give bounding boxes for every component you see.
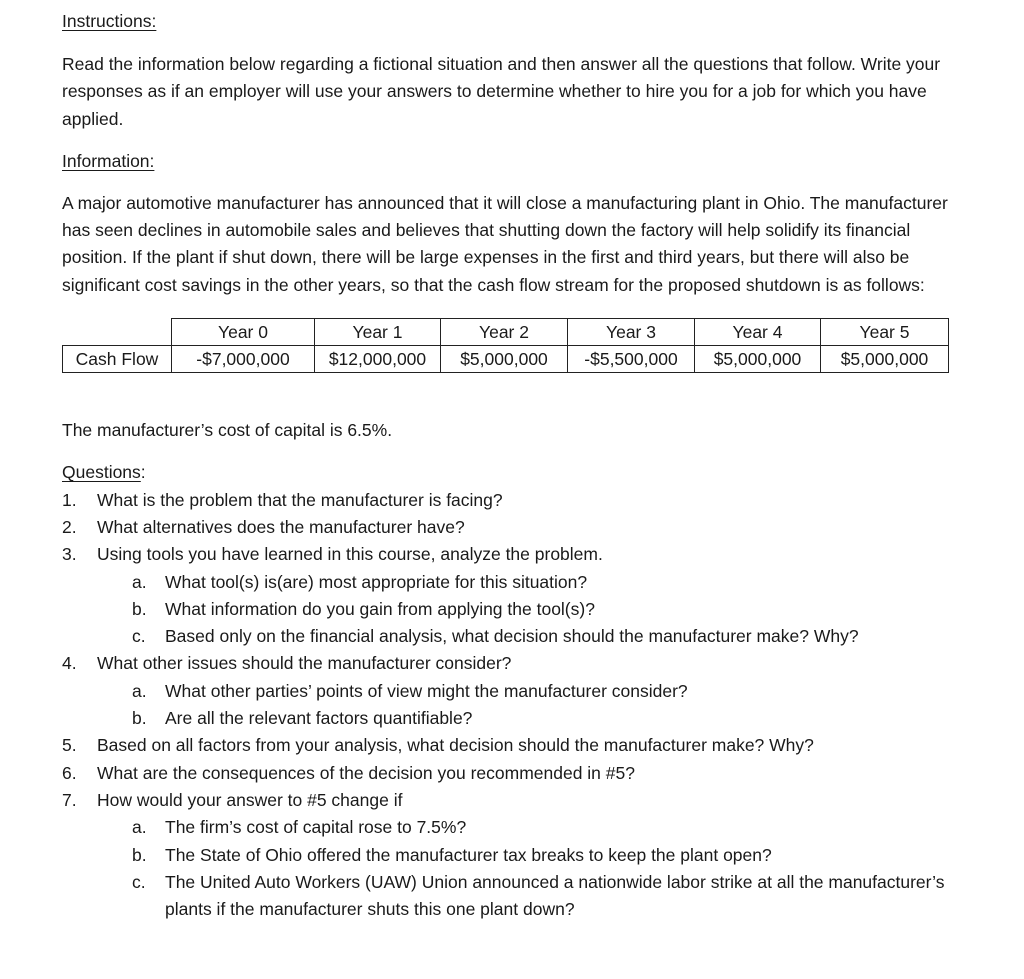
cost-of-capital-text: The manufacturer’s cost of capital is 6.5%.: [62, 420, 393, 441]
cash-flow-value: -$7,000,000: [172, 346, 315, 373]
year-header: Year 1: [315, 319, 441, 346]
sub-question-item: [62, 869, 962, 924]
cash-flow-value: -$5,500,000: [568, 346, 695, 373]
instructions-heading: Instructions:: [62, 11, 157, 31]
sub-question-letter: a.: [132, 817, 147, 838]
information-text: A major automotive manufacturer has announced that it will close a manufacturing plant in Ohio. The manufacturer has seen declines in automobile sales and believes that shutting down the factory will help solidify its financial position. If the plant if shut down, there will be large expenses in the first and third years, but there will also be significant cost savings in the other years, so that the cash flow stream for the proposed shutdown is as follows:: [62, 192, 948, 295]
information-heading: Information:: [62, 150, 155, 171]
year-header: Year 3: [568, 319, 695, 346]
sub-question-letter: c.: [132, 626, 146, 647]
question-text: What is the problem that the manufacturer is facing?: [97, 489, 503, 510]
question-item: [62, 650, 962, 677]
year-header: Year 4: [695, 319, 821, 346]
cash-flow-value: $5,000,000: [821, 346, 949, 373]
question-number: 6.: [62, 762, 77, 783]
question-item: [62, 732, 962, 759]
question-item: [62, 514, 962, 541]
question-number: 1.: [62, 489, 77, 510]
sub-question-item: [62, 814, 962, 841]
sub-question-text: What other parties’ points of view might the manufacturer consider?: [165, 680, 688, 701]
cash-flow-value: $5,000,000: [441, 346, 568, 373]
sub-question-letter: b.: [132, 844, 147, 865]
question-item: [62, 487, 962, 514]
table-corner-cell: [63, 319, 172, 346]
sub-question-item: [62, 842, 962, 869]
cash-flow-table: [62, 318, 949, 373]
sub-question-letter: b.: [132, 708, 147, 729]
sub-question-letter: a.: [132, 571, 147, 592]
questions-heading-colon: :: [140, 462, 146, 483]
question-number: 2.: [62, 516, 77, 537]
question-text: What other issues should the manufacturer consider?: [97, 653, 512, 674]
sub-question-letter: a.: [132, 680, 147, 701]
sub-question-text: Are all the relevant factors quantifiable?: [165, 708, 473, 729]
sub-question-text: What information do you gain from applying the tool(s)?: [165, 598, 595, 619]
question-item: [62, 541, 962, 568]
table-header-row: [63, 319, 949, 346]
sub-question-item: [62, 596, 962, 623]
cash-flow-row: [63, 346, 949, 373]
sub-question-item: [62, 623, 962, 650]
cash-flow-value: $12,000,000: [315, 346, 441, 373]
year-header: Year 5: [821, 319, 949, 346]
question-item: [62, 787, 962, 814]
question-number: 5.: [62, 735, 77, 756]
sub-question-letter: c.: [132, 871, 146, 892]
sub-question-item: [62, 569, 962, 596]
question-text: Using tools you have learned in this course, analyze the problem.: [97, 544, 603, 565]
document-page: [62, 8, 962, 923]
cash-flow-value: $5,000,000: [695, 346, 821, 373]
question-text: How would your answer to #5 change if: [97, 789, 403, 810]
question-number: 7.: [62, 789, 77, 810]
question-number: 4.: [62, 653, 77, 674]
question-text: Based on all factors from your analysis, what decision should the manufacturer make? Why?: [97, 735, 814, 756]
sub-question-text: The firm’s cost of capital rose to 7.5%?: [165, 817, 467, 838]
question-item: [62, 760, 962, 787]
questions-heading: Questions: [62, 462, 141, 483]
sub-question-item: [62, 705, 962, 732]
year-header: Year 2: [441, 319, 568, 346]
sub-question-letter: b.: [132, 598, 147, 619]
sub-question-text: Based only on the financial analysis, what decision should the manufacturer make? Why?: [165, 626, 859, 647]
sub-question-text: The United Auto Workers (UAW) Union announced a nationwide labor strike at all the manufacturer’s plants if the manufacturer shuts this one plant down?: [165, 871, 945, 920]
sub-question-text: What tool(s) is(are) most appropriate for this situation?: [165, 571, 588, 592]
instructions-text: Read the information below regarding a fictional situation and then answer all the questions that follow. Write your responses as if an employer will use your answers to determine whether to hire you for a job for which you have applied.: [62, 54, 941, 129]
sub-question-item: [62, 678, 962, 705]
row-label: Cash Flow: [63, 346, 172, 373]
questions-heading-line: [62, 459, 962, 486]
question-text: What are the consequences of the decision you recommended in #5?: [97, 762, 635, 783]
question-number: 3.: [62, 544, 77, 565]
question-text: What alternatives does the manufacturer have?: [97, 516, 465, 537]
questions-list: [62, 487, 962, 924]
sub-question-text: The State of Ohio offered the manufacturer tax breaks to keep the plant open?: [165, 844, 772, 865]
year-header: Year 0: [172, 319, 315, 346]
